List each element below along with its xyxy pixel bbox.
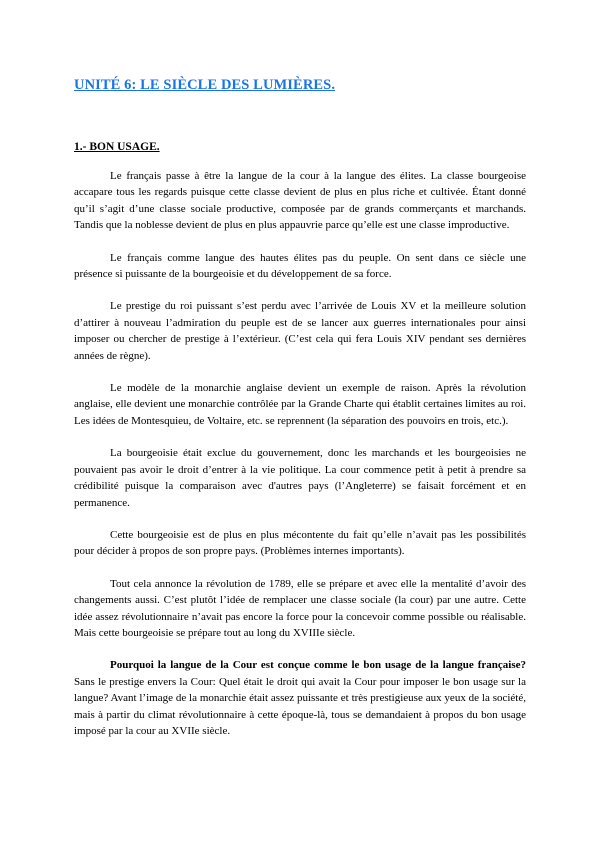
paragraph-4: Le modèle de la monarchie anglaise devient un exemple de raison. Après la révolution anglaise, elle devient une monarchie contrôlée par la Grande Charte qui établit certaines limites au roi. Les idées de Montesquieu, de Voltaire, etc. se reprennent (la séparation des pouvoirs en trois, etc.).	[74, 382, 526, 427]
paragraph-3: Le prestige du roi puissant s’est perdu avec l’arrivée de Louis XV et la meilleure solution d’attirer à nouveau l’admiration du peuple est de se lancer aux guerres internationales pour ainsi imposer ou chercher de prestige à l’extérieur. (C’est cela qui fera Louis XIV pendant ses dernières années de règne).	[74, 300, 526, 362]
section-heading: 1.- BON USAGE.	[74, 141, 160, 153]
paragraph-8	[74, 657, 526, 739]
paragraph-8-body: Sans le prestige envers la Cour: Quel était le droit qui avait la Cour pour imposer le bon usage sur la langue? Avant l’image de la monarchie était assez puissante et très prestigieuse aux yeux de la société, mais à partir du climat révolutionnaire à cette époque-là, tous se demandaient à propos du bon usage imposé par la cour au XVIIe siècle.	[74, 675, 526, 737]
document-title: UNITÉ 6: LE SIÈCLE DES LUMIÈRES.	[74, 77, 336, 93]
question-lead: Pourquoi la langue de la Cour est conçue comme le bon usage de la langue française?	[110, 659, 526, 672]
paragraph-1: Le français passe à être la langue de la cour à la langue des élites. La classe bourgeoise accapare tous les regards puisque cette classe devient de plus en plus riche et cultivée. Étant donné qu’il s’agit d’une classe sociale productive, composée par de grands commerçants et marchands. Tandis que la noblesse devient de plus en plus appauvrie parce qu’elle est une classe improductive.	[74, 170, 526, 232]
paragraph-7: Tout cela annonce la révolution de 1789, elle se prépare et avec elle la mentalité d’avoir des changements aussi. C’est plutôt l’idée de remplacer une classe sociale (la cour) par une autre. Cette idée assez révolutionnaire n’avait pas encore la force pour la concevoir comme possible ou réalisable. Mais cette bourgeoisie se prépare tout au long du XVIIIe siècle.	[74, 577, 526, 639]
paragraph-2: Le français comme langue des hautes élites pas du peuple. On sent dans ce siècle une présence si puissante de la bourgeoisie et du développement de sa force.	[74, 251, 526, 281]
paragraph-6: Cette bourgeoisie est de plus en plus mécontente du fait qu’elle n’avait pas les possibilités pour décider à propos de son propre pays. (Problèmes internes importants).	[74, 528, 526, 558]
paragraph-5: La bourgeoisie était exclue du gouvernement, donc les marchands et les bourgeoisies ne pouvaient pas avoir le droit d’entrer à la vie politique. La cour commence petit à petit à prendre sa crédibilité puisque la comparaison avec d'autres pays (l’Angleterre) se faisait forcément et en permanence.	[74, 447, 526, 509]
